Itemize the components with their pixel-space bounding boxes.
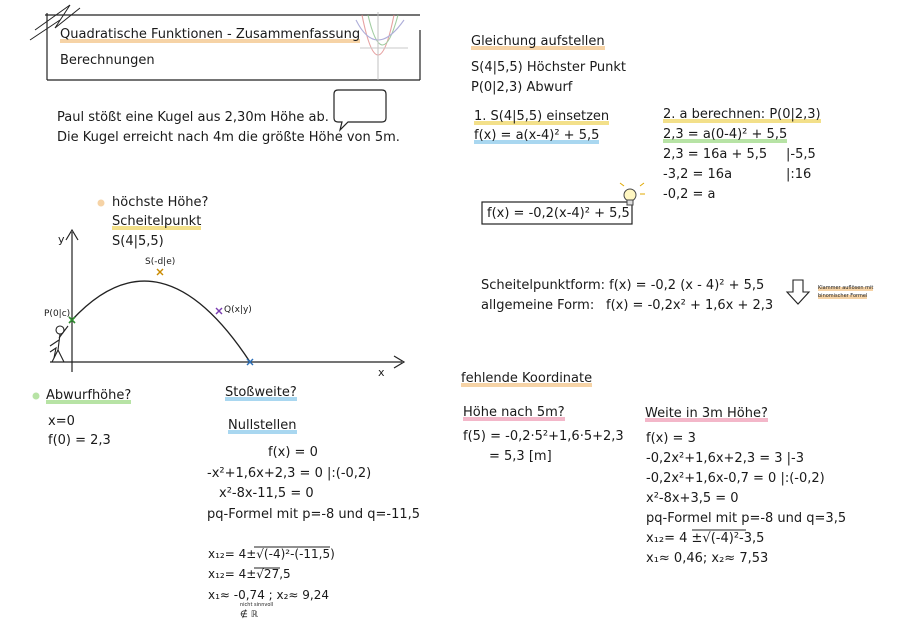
general-form-label: allgemeine Form: — [481, 298, 595, 313]
parabola-thumbnail-icon — [356, 12, 408, 80]
step2-line-4: -0,2 = a — [663, 187, 716, 202]
step2-line-3: -3,2 = 16a — [663, 167, 733, 182]
height-line-1: f(5) = -0,2·5²+1,6·5+2,3 — [463, 429, 624, 444]
point-marker-q — [216, 308, 222, 314]
y-axis-label: y — [58, 233, 65, 246]
general-form-formula: f(x) = -0,2x² + 1,6x + 2,3 — [606, 298, 774, 313]
step2-line-2: 2,3 = 16a + 5,5 — [663, 147, 768, 162]
width-line-7: x₁≈ 0,46; x₂≈ 7,53 — [646, 551, 769, 566]
step2-line-1: 2,3 = a(0-4)² + 5,5 — [663, 127, 788, 142]
height-question: Höhe nach 5m? — [463, 405, 565, 420]
width-line-5: pq-Formel mit p=-8 und q=3,5 — [646, 511, 847, 526]
intro-line-2: Die Kugel erreicht nach 4m die größte Höhe von 5m. — [57, 130, 400, 145]
forms-note-line-2: binomischer Formel — [818, 293, 868, 299]
intro-line-1: Paul stößt eine Kugel aus 2,30m Höhe ab. — [57, 110, 329, 125]
vertex-point: S(4|5,5) — [112, 234, 164, 249]
width-question: Weite in 3m Höhe? — [645, 406, 768, 421]
distance-line-2: -x²+1,6x+2,3 = 0 |:(-0,2) — [207, 466, 372, 481]
distance-heading: Nullstellen — [228, 418, 297, 433]
launch-height-question: Abwurfhöhe? — [46, 388, 132, 403]
distance-question: Stoßweite? — [225, 385, 297, 400]
point-s-label: S(-d|e) — [145, 257, 176, 267]
distance-solution-2: x₁₂= 4±√27,5 — [208, 567, 291, 581]
step2-op-2: |:16 — [786, 167, 812, 182]
missing-heading: fehlende Koordinate — [461, 371, 593, 386]
distance-line-3: x²-8x-11,5 = 0 — [219, 486, 314, 501]
result-formula: f(x) = -0,2(x-4)² + 5,5 — [487, 206, 630, 221]
point-q-label: Q(x|y) — [224, 305, 252, 315]
step1-formula: f(x) = a(x-4)² + 5,5 — [474, 128, 600, 143]
width-line-3: -0,2x²+1,6x-0,7 = 0 |:(-0,2) — [646, 471, 825, 486]
launch-height-line-2: f(0) = 2,3 — [48, 433, 111, 448]
vertex-heading: Scheitelpunkt — [112, 214, 202, 229]
vertex-form: Scheitelpunktform: f(x) = -0,2 (x - 4)² + 5,5 — [481, 278, 765, 293]
distance-line-1: f(x) = 0 — [268, 445, 318, 460]
height-line-2: = 5,3 [m] — [489, 449, 552, 464]
width-line-4: x²-8x+3,5 = 0 — [646, 491, 739, 506]
step2-title: 2. a berechnen: P(0|2,3) — [663, 107, 821, 122]
x-axis-label: x — [378, 366, 385, 379]
equation-point-p: P(0|2,3) Abwurf — [471, 80, 573, 95]
page-title: Quadratische Funktionen - Zusammenfassung — [60, 27, 361, 42]
step1-title: 1. S(4|5,5) einsetzen — [474, 109, 610, 124]
distance-note-top: nicht sinnvoll — [240, 602, 274, 608]
point-p-label: P(0|c) — [44, 309, 71, 319]
equation-point-s: S(4|5,5) Höchster Punkt — [471, 60, 627, 75]
width-line-6: x₁₂= 4 ±√(-4)²-3,5 — [646, 531, 765, 546]
graph-axes — [50, 230, 404, 372]
bullet-dot-icon — [98, 200, 105, 207]
speech-bubble-icon — [334, 90, 386, 130]
parabola-curve — [72, 281, 250, 362]
bullet-dot-icon — [33, 393, 40, 400]
step2-op-1: |-5,5 — [786, 147, 816, 162]
distance-solution-3: x₁≈ -0,74 ; x₂≈ 9,24 — [208, 588, 330, 602]
width-line-1: f(x) = 3 — [646, 431, 696, 446]
width-line-2: -0,2x²+1,6x+2,3 = 3 |-3 — [646, 451, 804, 466]
down-arrow-icon — [787, 280, 809, 304]
page-subtitle: Berechnungen — [60, 53, 155, 68]
distance-note-bottom: ∉ ℝ — [240, 610, 258, 620]
forms-note-line-1: Klammer auflösen mit — [818, 285, 874, 291]
distance-solution-1: x₁₂= 4±√(-4)²-(-11,5) — [208, 547, 335, 561]
launch-height-line-1: x=0 — [48, 414, 75, 429]
vertex-question: höchste Höhe? — [112, 195, 209, 210]
distance-line-4: pq-Formel mit p=-8 und q=-11,5 — [207, 507, 421, 522]
equation-heading: Gleichung aufstellen — [471, 34, 605, 49]
thrower-figure-icon — [50, 326, 68, 362]
